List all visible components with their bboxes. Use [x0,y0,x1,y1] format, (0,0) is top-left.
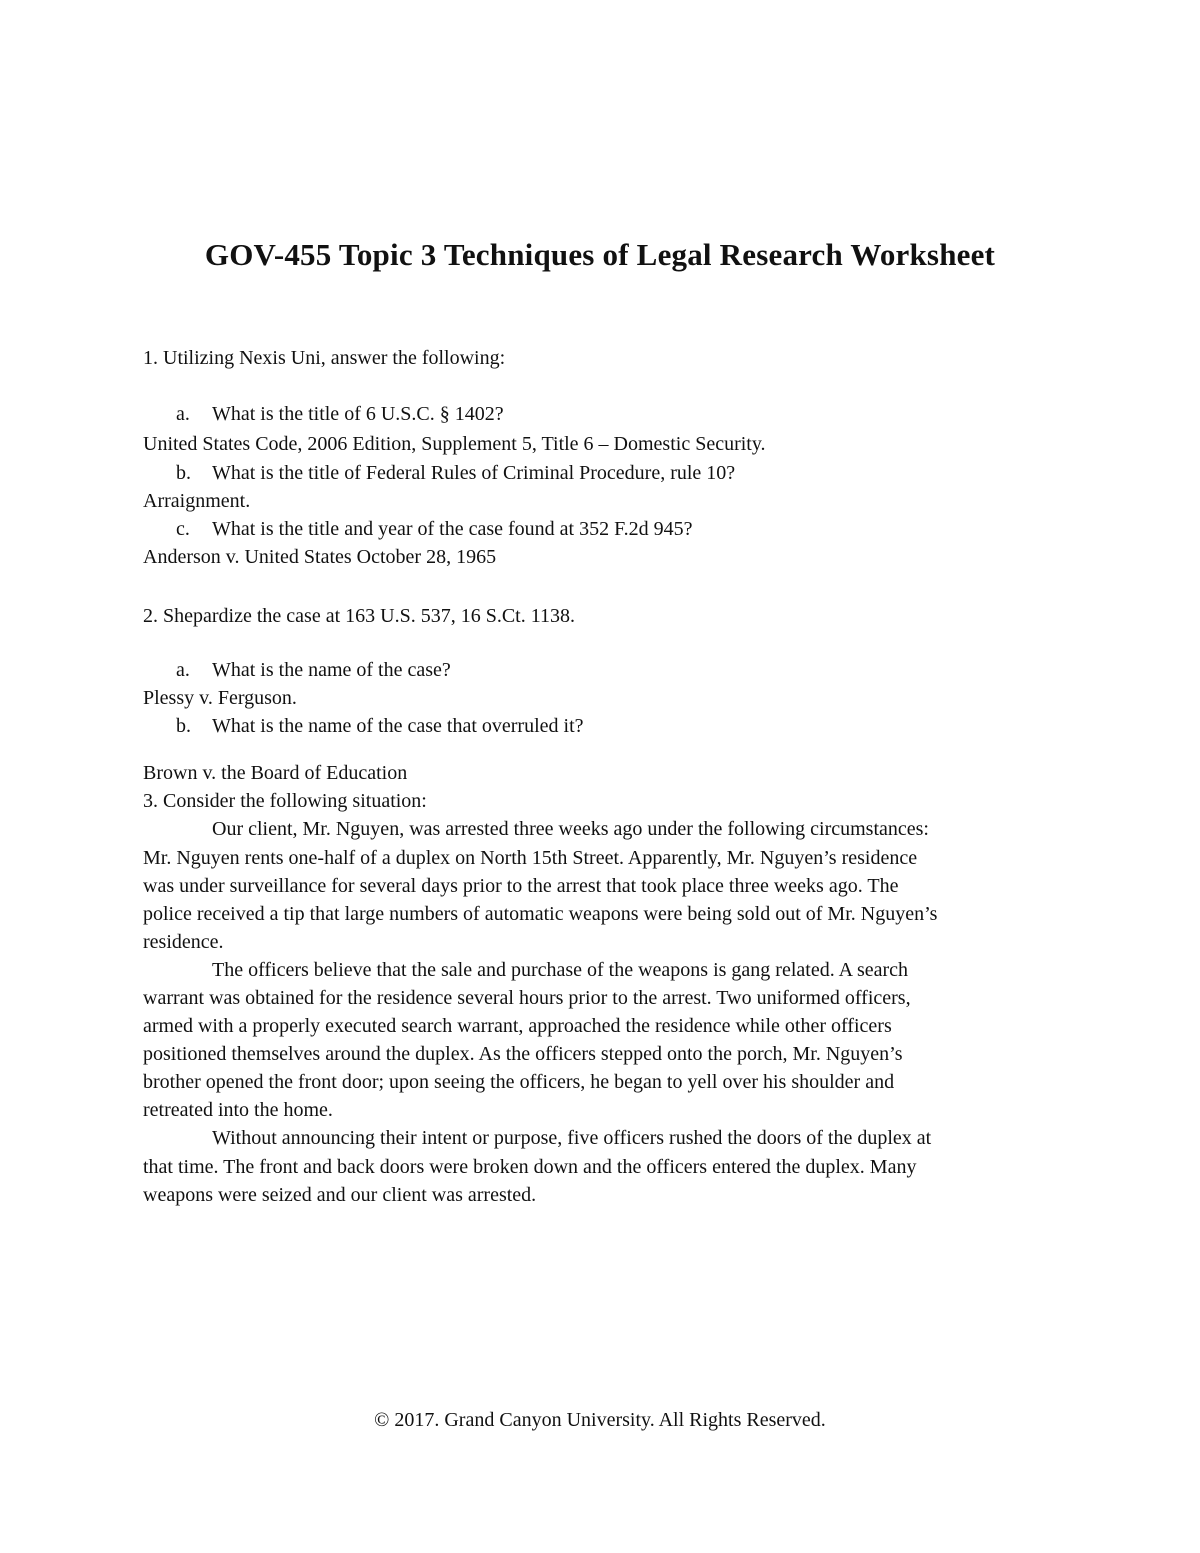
q1-b-marker: b. [176,462,191,484]
q1-c-marker: c. [176,518,190,540]
q2-b-answer: Brown v. the Board of Education [143,762,408,784]
q2-heading: 2. Shepardize the case at 163 U.S. 537, 16 S.Ct. 1138. [143,605,575,627]
q1-c-question: What is the title and year of the case found at 352 F.2d 945? [212,518,693,540]
q2-a-marker: a. [176,659,190,681]
q3-p3-line: that time. The front and back doors were broken down and the officers entered the duplex. Many [143,1156,917,1178]
q3-p1-line: was under surveillance for several days prior to the arrest that took place three weeks ago. The [143,875,899,897]
q3-p2-line: warrant was obtained for the residence several hours prior to the arrest. Two uniformed officers, [143,987,911,1009]
q1-c-answer: Anderson v. United States October 28, 1965 [143,546,497,568]
q3-p2-line: armed with a properly executed search warrant, approached the residence while other officers [143,1015,892,1037]
q2-a-question: What is the name of the case? [212,659,451,681]
q3-heading: 3. Consider the following situation: [143,790,427,812]
q2-b-marker: b. [176,715,191,737]
q3-p1-line: Our client, Mr. Nguyen, was arrested three weeks ago under the following circumstances: [212,818,929,840]
q3-p2-line: retreated into the home. [143,1099,333,1121]
q3-p3-line: weapons were seized and our client was arrested. [143,1184,537,1206]
q1-heading: 1. Utilizing Nexis Uni, answer the following: [143,347,506,369]
q3-p1-line: residence. [143,931,224,953]
q1-b-question: What is the title of Federal Rules of Criminal Procedure, rule 10? [212,462,736,484]
q3-p2-line: brother opened the front door; upon seeing the officers, he began to yell over his shoulder and [143,1071,895,1093]
q1-b-answer: Arraignment. [143,490,251,512]
q3-p2-line: The officers believe that the sale and purchase of the weapons is gang related. A search [212,959,909,981]
q2-b-question: What is the name of the case that overruled it? [212,715,584,737]
q3-p3-line: Without announcing their intent or purpose, five officers rushed the doors of the duplex at [212,1127,932,1149]
q3-p1-line: police received a tip that large numbers of automatic weapons were being sold out of Mr. Nguyen’s [143,903,938,925]
q1-a-answer: United States Code, 2006 Edition, Supplement 5, Title 6 – Domestic Security. [143,433,766,455]
q3-p1-line: Mr. Nguyen rents one-half of a duplex on North 15th Street. Apparently, Mr. Nguyen’s residence [143,847,918,869]
q1-a-question: What is the title of 6 U.S.C. § 1402? [212,403,504,425]
copyright-footer: © 2017. Grand Canyon University. All Rights Reserved. [374,1409,826,1431]
page-title: GOV-455 Topic 3 Techniques of Legal Research Worksheet [204,237,996,272]
q2-a-answer: Plessy v. Ferguson. [143,687,297,709]
q3-p2-line: positioned themselves around the duplex. As the officers stepped onto the porch, Mr. Nguyen’s [143,1043,903,1065]
q1-a-marker: a. [176,403,190,425]
